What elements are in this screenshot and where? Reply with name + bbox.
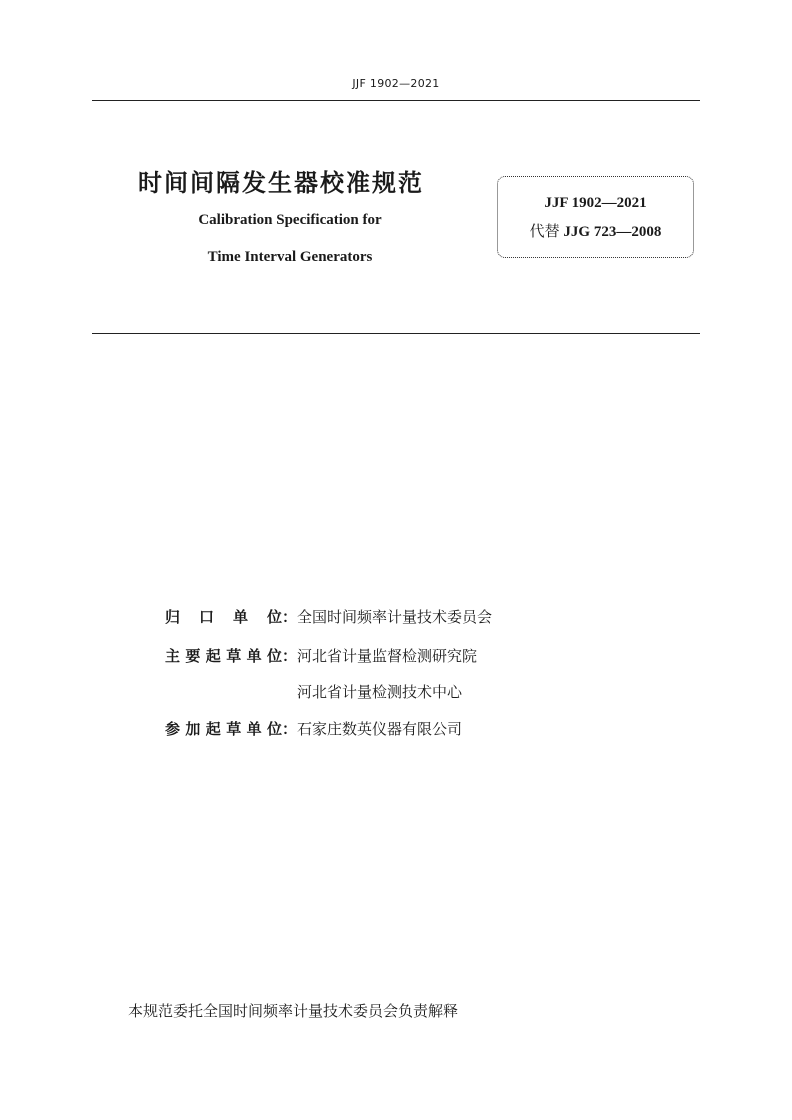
unit-colon: ： — [282, 720, 298, 738]
unit-value: 河北省计量检测技术中心 — [297, 683, 463, 701]
unit-colon: ： — [282, 608, 298, 626]
code-box — [497, 176, 694, 258]
unit-row-participating-drafter — [165, 718, 462, 740]
header-code: JJF 1902—2021 — [352, 77, 440, 90]
unit-label: 参加起草单位 — [165, 720, 282, 738]
middle-divider — [92, 333, 700, 334]
top-divider — [92, 100, 700, 101]
unit-value: 石家庄数英仪器有限公司 — [297, 720, 463, 738]
title-english-line1: Calibration Specification for — [198, 212, 382, 228]
unit-value: 全国时间频率计量技术委员会 — [297, 608, 493, 626]
unit-row-main-drafter — [165, 645, 477, 667]
footer-note: 本规范委托全国时间频率计量技术委员会负责解释 — [128, 1002, 459, 1020]
unit-colon: ： — [282, 647, 298, 665]
title-english-line2: Time Interval Generators — [207, 249, 373, 265]
code-box-replace-code: JJG 723—2008 — [563, 224, 662, 240]
code-box-replace — [498, 220, 693, 241]
unit-value: 河北省计量监督检测研究院 — [297, 647, 478, 665]
unit-label: 主要起草单位 — [165, 647, 282, 665]
code-box-replace-prefix: 代替 — [529, 222, 560, 240]
title-chinese: 时间间隔发生器校准规范 — [138, 169, 424, 197]
unit-row-main-drafter-2 — [165, 681, 462, 703]
unit-label: 归口单位 — [165, 608, 282, 626]
code-box-code: JJF 1902—2021 — [544, 195, 647, 211]
unit-row-responsible — [165, 606, 492, 628]
